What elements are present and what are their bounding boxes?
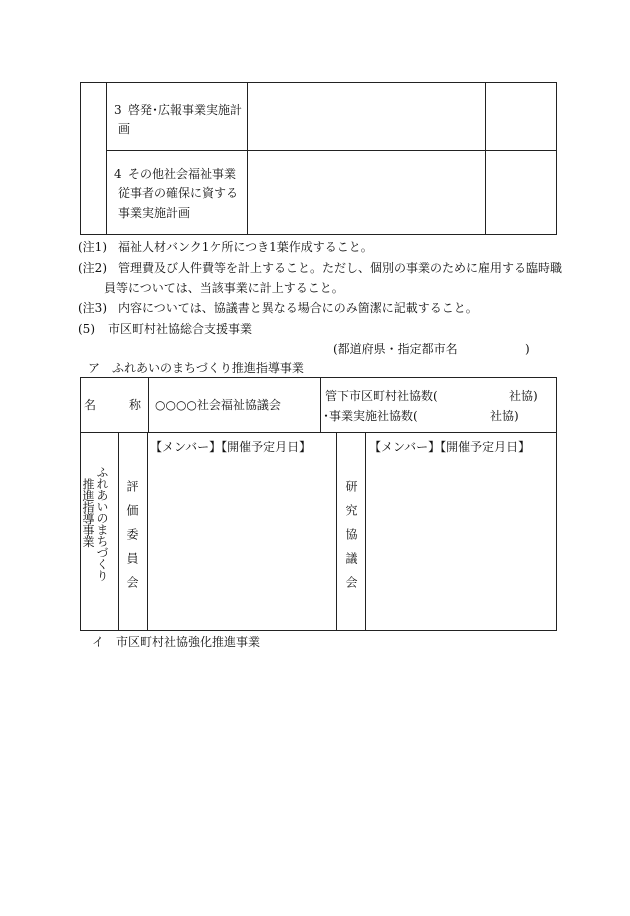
note3-text: 内容については、協議書と異なる場合にのみ箇潔に記載すること。 bbox=[118, 301, 478, 315]
note2-text: 管理費及び人件費等を計上すること。ただし、個別の事業のために雇用する臨時職 bbox=[118, 261, 563, 275]
name-label-char2: 称 bbox=[129, 398, 142, 412]
member-header-left: 【メンバー】【開催予定月日】 bbox=[150, 440, 312, 454]
note1-label: (注1) bbox=[78, 240, 107, 254]
note2-text-cont: 員等については、当該事業に計上すること。 bbox=[104, 281, 344, 295]
jurisdiction-count-label: 管下市区町村社協数( bbox=[325, 389, 438, 403]
row4-number: 4 bbox=[114, 167, 122, 181]
prefecture-label: (都道府県・指定都市名 bbox=[333, 342, 458, 356]
row4-label-line3: 事業実施計画 bbox=[118, 206, 191, 220]
name-value: ○○○○社会福祉協議会 bbox=[155, 398, 281, 412]
section5-number: (5) bbox=[78, 322, 95, 336]
note3-label: (注3) bbox=[78, 301, 107, 315]
row3-label-line1: 啓発･広報事業実施計 bbox=[128, 103, 243, 117]
jurisdiction-count-unit: 社協) bbox=[509, 389, 538, 403]
row4-label-line2: 従事者の確保に資する bbox=[118, 186, 239, 200]
subsection-b-title: イ 市区町村社協強化推進事業 bbox=[92, 635, 261, 649]
implementing-count-label: ･事業実施社協数( bbox=[323, 409, 418, 423]
side-label-col1: ふれあいのまちづくり bbox=[95, 466, 109, 581]
section5-title: 市区町村社協総合支援事業 bbox=[108, 322, 253, 336]
row3-number: 3 bbox=[114, 103, 122, 117]
study-council-label: 研究協議会 bbox=[344, 480, 358, 600]
member-header-right: 【メンバー】【開催予定月日】 bbox=[369, 440, 531, 454]
side-label-col2: 推進指導事業 bbox=[81, 478, 95, 547]
implementing-count-unit: 社協) bbox=[490, 409, 519, 423]
row4-label-line1: その他社会福祉事業 bbox=[128, 167, 237, 181]
prefecture-close: ) bbox=[525, 342, 530, 356]
subsection-a-title: ア ふれあいのまちづくり推進指導事業 bbox=[88, 361, 304, 375]
row3-label-line2: 画 bbox=[118, 122, 131, 136]
note1-text: 福祉人材バンク1ケ所につき1葉作成すること。 bbox=[118, 240, 373, 254]
evaluation-committee-label: 評価委員会 bbox=[125, 480, 139, 600]
note2-label: (注2) bbox=[78, 261, 107, 275]
name-label-char1: 名 bbox=[84, 398, 97, 412]
